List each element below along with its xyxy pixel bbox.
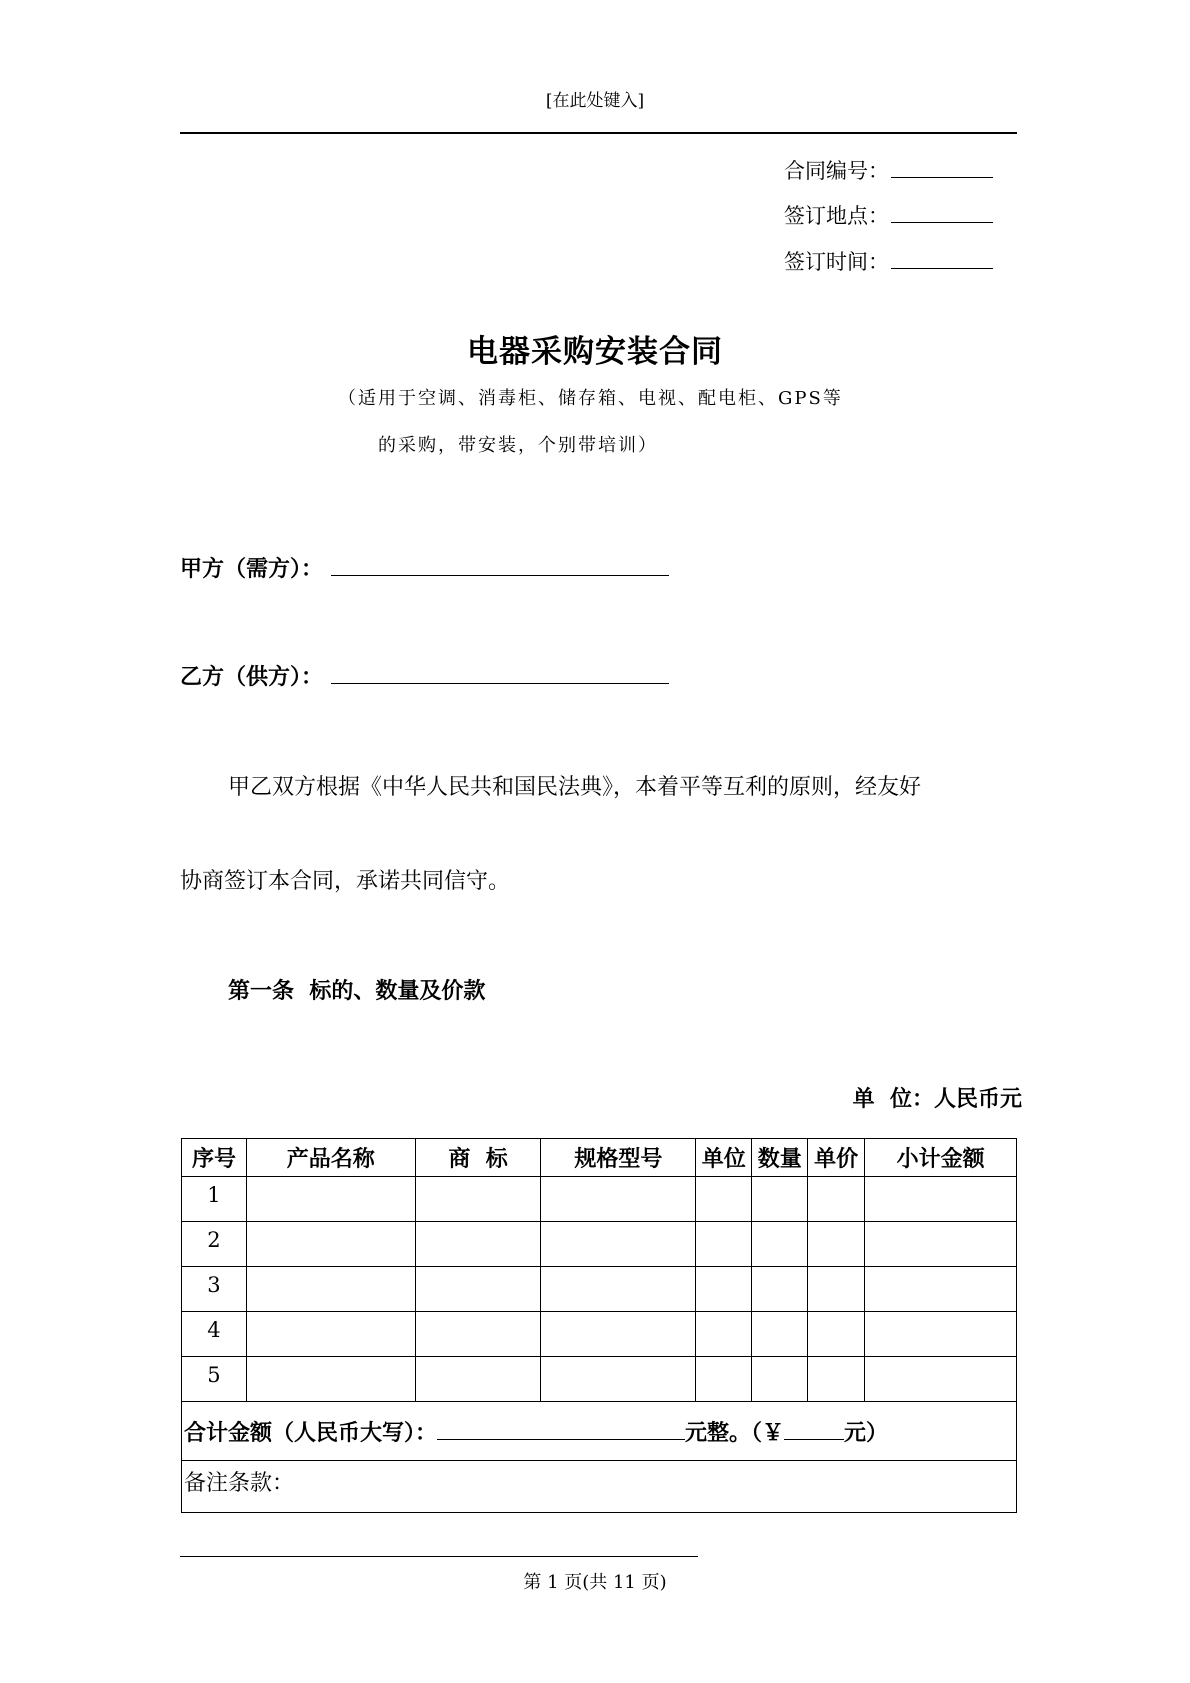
table-remark-row bbox=[182, 1461, 1017, 1513]
col-header-index: 序号 bbox=[182, 1139, 247, 1177]
cell-quantity[interactable] bbox=[752, 1357, 808, 1402]
cell-spec[interactable] bbox=[541, 1312, 696, 1357]
sign-time-label: 签订时间： bbox=[784, 250, 889, 274]
contract-number-row bbox=[784, 155, 993, 185]
total-amount-suffix: 元整。（￥ bbox=[685, 1420, 785, 1446]
row-number: 3 bbox=[182, 1267, 247, 1312]
cell-unit-price[interactable] bbox=[808, 1267, 865, 1312]
cell-quantity[interactable] bbox=[752, 1312, 808, 1357]
currency-unit-note: 单 位：人民币元 bbox=[852, 1087, 1022, 1112]
intro-line-1: 甲乙双方根据《中华人民共和国民法典》，本着平等互利的原则，经友好 bbox=[228, 775, 922, 800]
cell-spec[interactable] bbox=[541, 1177, 696, 1222]
cell-subtotal[interactable] bbox=[865, 1222, 1017, 1267]
cell-brand[interactable] bbox=[415, 1357, 541, 1402]
table-header-row bbox=[182, 1139, 1017, 1177]
cell-unit-price[interactable] bbox=[808, 1177, 865, 1222]
row-number: 2 bbox=[182, 1222, 247, 1267]
party-a-row bbox=[180, 552, 669, 583]
total-amount-words-blank[interactable] bbox=[437, 1419, 685, 1440]
col-header-quantity: 数量 bbox=[752, 1139, 808, 1177]
header-divider bbox=[180, 132, 1017, 134]
cell-unit[interactable] bbox=[696, 1312, 752, 1357]
cell-unit-price[interactable] bbox=[808, 1357, 865, 1402]
table-total-row bbox=[182, 1402, 1017, 1461]
cell-subtotal[interactable] bbox=[865, 1312, 1017, 1357]
cell-product[interactable] bbox=[246, 1357, 415, 1402]
party-b-label: 乙方（供方）： bbox=[180, 665, 324, 690]
table-row bbox=[182, 1357, 1017, 1402]
col-header-brand: 商 标 bbox=[415, 1139, 541, 1177]
cell-quantity[interactable] bbox=[752, 1222, 808, 1267]
sign-place-row bbox=[784, 200, 993, 230]
table-row bbox=[182, 1222, 1017, 1267]
party-a-label: 甲方（需方）： bbox=[180, 557, 324, 582]
col-header-unit-price: 单价 bbox=[808, 1139, 865, 1177]
items-table bbox=[181, 1138, 1017, 1513]
footer-divider bbox=[180, 1556, 698, 1557]
sign-time-blank[interactable] bbox=[891, 248, 993, 269]
col-header-unit: 单位 bbox=[696, 1139, 752, 1177]
cell-spec[interactable] bbox=[541, 1222, 696, 1267]
sign-place-label: 签订地点： bbox=[784, 204, 889, 228]
row-number: 1 bbox=[182, 1177, 247, 1222]
cell-subtotal[interactable] bbox=[865, 1357, 1017, 1402]
cell-unit[interactable] bbox=[696, 1177, 752, 1222]
total-amount-figure-blank[interactable] bbox=[784, 1419, 844, 1440]
cell-spec[interactable] bbox=[541, 1267, 696, 1312]
subtitle-line-1: （适用于空调、消毒柜、储存箱、电视、配电柜、GPS等 bbox=[338, 388, 843, 409]
cell-spec[interactable] bbox=[541, 1357, 696, 1402]
cell-product[interactable] bbox=[246, 1177, 415, 1222]
cell-quantity[interactable] bbox=[752, 1267, 808, 1312]
subtitle-line-2: 的采购，带安装，个别带培训） bbox=[378, 435, 658, 456]
intro-line-2: 协商签订本合同，承诺共同信守。 bbox=[180, 869, 511, 894]
cell-brand[interactable] bbox=[415, 1222, 541, 1267]
sign-place-blank[interactable] bbox=[891, 202, 993, 223]
cell-unit[interactable] bbox=[696, 1267, 752, 1312]
remark-cell[interactable] bbox=[182, 1461, 1017, 1513]
row-number: 5 bbox=[182, 1357, 247, 1402]
total-amount-label: 合计金额（人民币大写）： bbox=[184, 1420, 438, 1446]
col-header-subtotal: 小计金额 bbox=[865, 1139, 1017, 1177]
cell-product[interactable] bbox=[246, 1222, 415, 1267]
cell-brand[interactable] bbox=[415, 1267, 541, 1312]
document-title: 电器采购安装合同 bbox=[467, 334, 723, 370]
cell-product[interactable] bbox=[246, 1267, 415, 1312]
cell-subtotal[interactable] bbox=[865, 1177, 1017, 1222]
table-row bbox=[182, 1177, 1017, 1222]
party-b-blank[interactable] bbox=[331, 661, 669, 684]
cell-unit[interactable] bbox=[696, 1222, 752, 1267]
cell-unit-price[interactable] bbox=[808, 1312, 865, 1357]
cell-subtotal[interactable] bbox=[865, 1267, 1017, 1312]
page-number: 第 1 页(共 11 页) bbox=[523, 1572, 667, 1593]
party-a-blank[interactable] bbox=[331, 553, 669, 576]
col-header-spec: 规格型号 bbox=[541, 1139, 696, 1177]
cell-brand[interactable] bbox=[415, 1177, 541, 1222]
table-row bbox=[182, 1267, 1017, 1312]
total-amount-cell bbox=[182, 1402, 1017, 1461]
contract-number-blank[interactable] bbox=[891, 157, 993, 178]
row-number: 4 bbox=[182, 1312, 247, 1357]
table-row bbox=[182, 1312, 1017, 1357]
total-amount-end: 元） bbox=[844, 1420, 889, 1446]
contract-number-label: 合同编号： bbox=[784, 159, 889, 183]
remark-label: 备注条款： bbox=[184, 1471, 295, 1496]
party-b-row bbox=[180, 660, 669, 691]
cell-quantity[interactable] bbox=[752, 1177, 808, 1222]
cell-unit[interactable] bbox=[696, 1357, 752, 1402]
cell-brand[interactable] bbox=[415, 1312, 541, 1357]
col-header-product: 产品名称 bbox=[246, 1139, 415, 1177]
cell-product[interactable] bbox=[246, 1312, 415, 1357]
header-placeholder: [在此处键入] bbox=[545, 91, 645, 111]
clause-1-heading: 第一条 标的、数量及价款 bbox=[228, 979, 486, 1004]
cell-unit-price[interactable] bbox=[808, 1222, 865, 1267]
sign-time-row bbox=[784, 246, 993, 276]
